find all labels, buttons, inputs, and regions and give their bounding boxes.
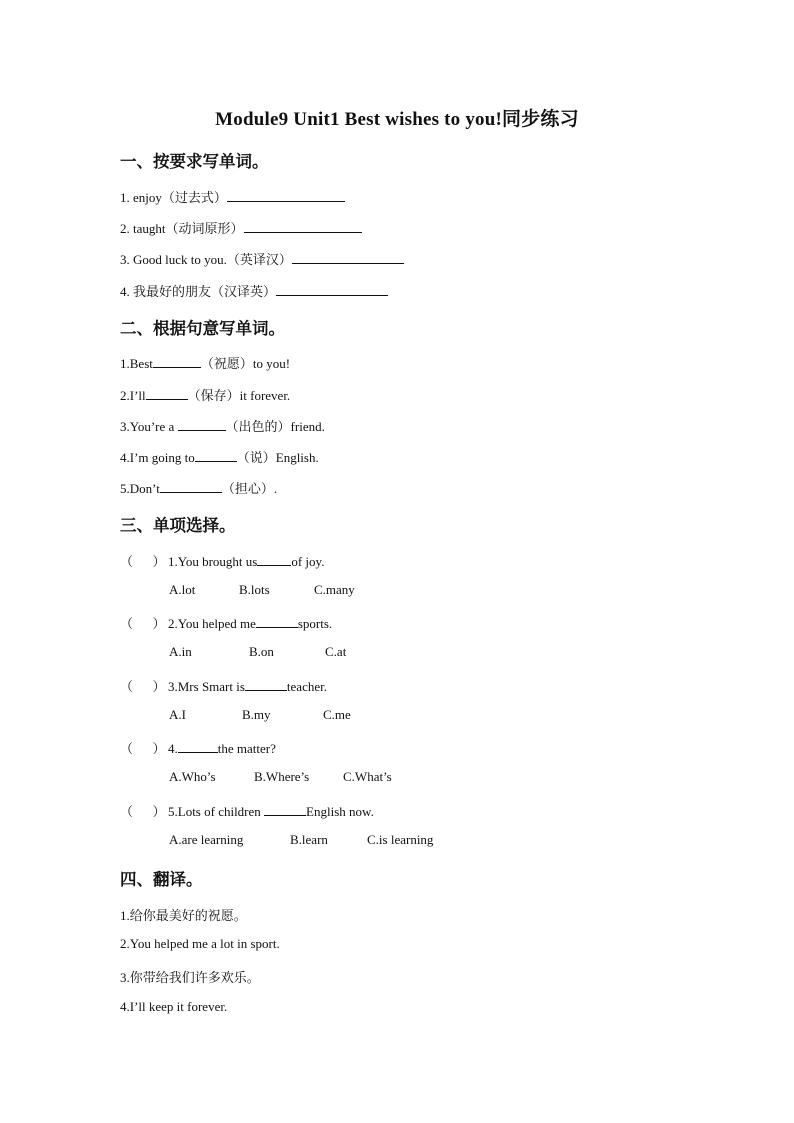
option-b[interactable]: B.Where’s [254, 769, 310, 784]
mc-question: （ ） 3.Mrs Smart is teacher. [120, 676, 327, 695]
answer-blank[interactable] [146, 387, 188, 400]
option-a[interactable]: A.Who’s [169, 769, 216, 784]
translation-item: 3.你带给我们许多欢乐。 [120, 970, 260, 985]
option-a[interactable]: A.lot [169, 582, 196, 597]
answer-bracket[interactable]: （ ） [120, 616, 166, 631]
page-title: Module9 Unit1 Best wishes to you!同步练习 [215, 109, 579, 130]
answer-blank [256, 615, 298, 628]
answer-blank[interactable] [178, 418, 226, 431]
answer-bracket[interactable]: （ ） [120, 679, 166, 694]
question-line: 4. 我最好的朋友（汉译英） [120, 281, 388, 300]
option-b[interactable]: B.learn [290, 832, 328, 847]
answer-blank[interactable] [195, 449, 237, 462]
answer-bracket[interactable]: （ ） [120, 741, 166, 756]
option-a[interactable]: A.are learning [169, 832, 244, 847]
section-heading-3: 三、单项选择。 [120, 516, 236, 535]
question-line: 2. taught（动词原形） [120, 218, 362, 237]
option-b[interactable]: B.my [242, 707, 271, 722]
option-a[interactable]: A.in [169, 644, 192, 659]
answer-blank [178, 740, 218, 753]
answer-blank[interactable] [292, 251, 404, 264]
section-heading-4: 四、翻译。 [120, 870, 203, 889]
option-b[interactable]: B.on [249, 644, 274, 659]
mc-question: （ ） 5.Lots of children English now. [120, 801, 374, 820]
answer-blank [245, 678, 287, 691]
option-c[interactable]: C.many [314, 582, 355, 597]
question-line: 1.Best （祝愿）to you! [120, 356, 291, 371]
option-a[interactable]: A.I [169, 707, 186, 722]
question-line: 3.You’re a （出色的）friend. [120, 419, 325, 434]
option-b[interactable]: B.lots [239, 582, 270, 597]
translation-item: 1.给你最美好的祝愿。 [120, 908, 247, 923]
translation-item: 4.I’ll keep it forever. [120, 999, 228, 1014]
answer-blank[interactable] [276, 283, 388, 296]
option-c[interactable]: C.is learning [367, 832, 434, 847]
question-line: 3. Good luck to you.（英译汉） [120, 249, 404, 268]
section-heading-1: 一、按要求写单词。 [120, 152, 269, 171]
mc-question: （ ） 1.You brought us of joy. [120, 551, 324, 570]
answer-bracket[interactable]: （ ） [120, 554, 166, 569]
answer-blank [257, 553, 291, 566]
question-line: 2.I’ll （保存）it forever. [120, 388, 291, 403]
translation-item: 2.You helped me a lot in sport. [120, 936, 280, 951]
answer-blank[interactable] [227, 189, 345, 202]
answer-blank[interactable] [160, 480, 222, 493]
answer-blank[interactable] [244, 220, 362, 233]
mc-question: （ ） 4. the matter? [120, 738, 276, 757]
answer-blank[interactable] [153, 355, 201, 368]
answer-bracket[interactable]: （ ） [120, 804, 166, 819]
mc-question: （ ） 2.You helped me sports. [120, 613, 332, 632]
option-c[interactable]: C.me [323, 707, 351, 722]
option-c[interactable]: C.What’s [343, 769, 392, 784]
question-line: 1. enjoy（过去式） [120, 187, 345, 206]
answer-blank [264, 803, 306, 816]
section-heading-2: 二、根据句意写单词。 [120, 319, 285, 338]
option-c[interactable]: C.at [325, 644, 347, 659]
question-line: 4.I’m going to （说）English. [120, 450, 319, 465]
question-line: 5.Don’t （担心）. [120, 481, 278, 496]
